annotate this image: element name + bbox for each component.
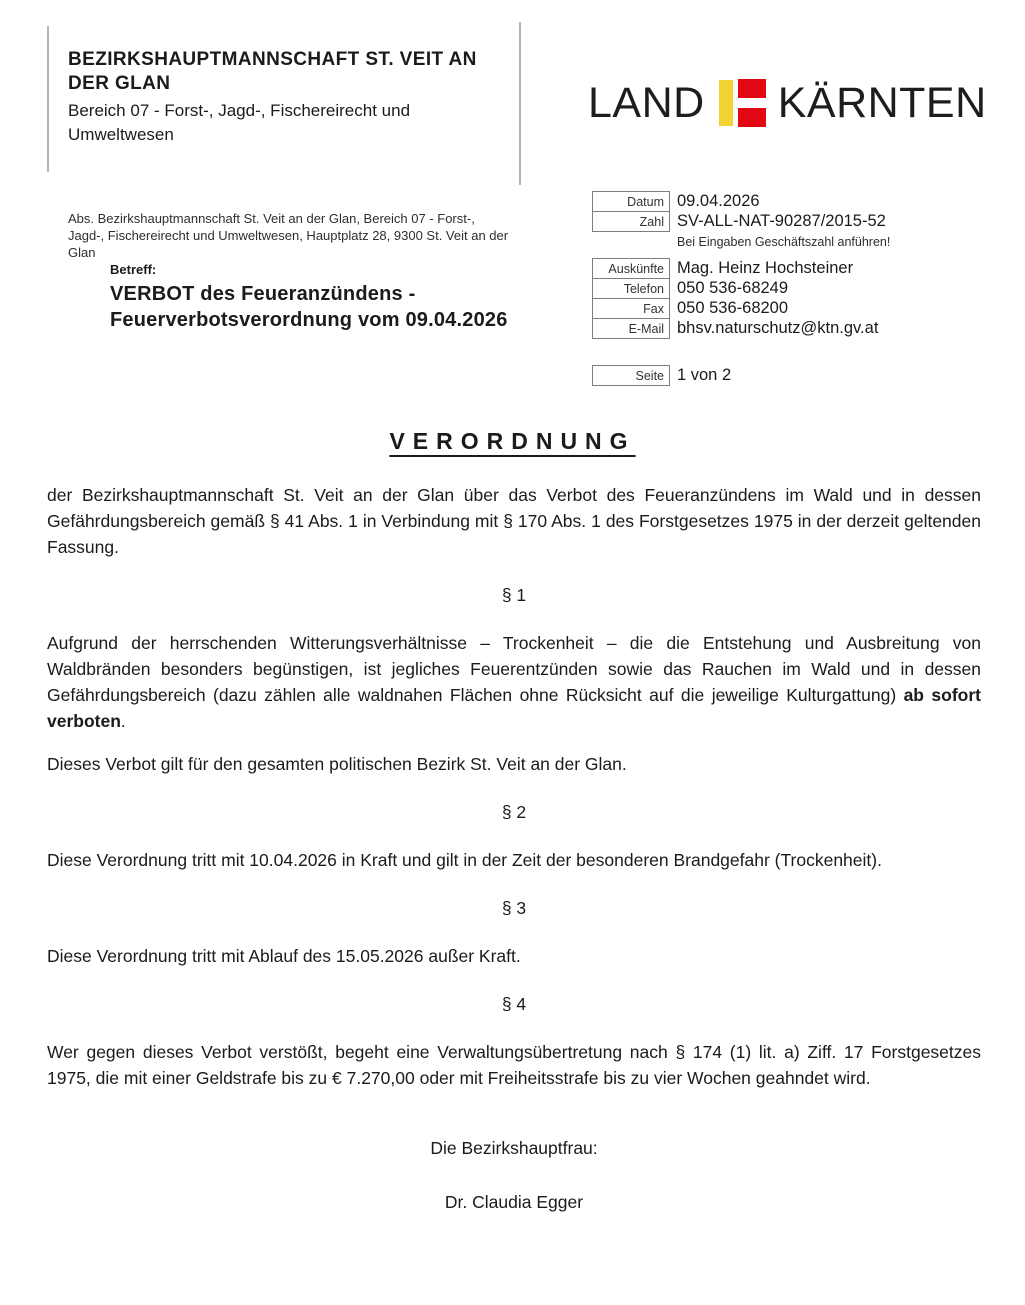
intro-paragraph: der Bezirkshauptmannschaft St. Veit an der Glan über das Verbot des Feueranzündens im Wald und in dessen Gefährdungsbereich gemäß § 41 Abs. 1 in Verbindung mit § 170 Abs. 1 des Forstgesetzes 1975 in der derzeit geltenden Fassung.	[47, 485, 981, 557]
meta-row-zahl	[592, 211, 992, 232]
meta-value-telefon: 050 536-68249	[677, 279, 789, 297]
document-title: VERORDNUNG	[389, 428, 636, 454]
meta-label-fax: Fax	[592, 298, 670, 319]
org-department: Bereich 07 - Forst-, Jagd-, Fischereirecht und Umweltwesen	[68, 101, 411, 144]
meta-row-fax	[592, 298, 992, 319]
section-1-scope-paragraph: Dieses Verbot gilt für den gesamten politischen Bezirk St. Veit an der Glan.	[47, 754, 627, 774]
meta-row-telefon	[592, 278, 992, 299]
section-4-heading: § 4	[501, 994, 527, 1014]
meta-row-seite	[592, 365, 992, 386]
emblem-red-bottom	[738, 108, 766, 127]
signature-role: Die Bezirkshauptfrau:	[430, 1138, 598, 1158]
meta-value-auskuenfte: Mag. Heinz Hochsteiner	[677, 259, 854, 277]
meta-value-zahl: SV-ALL-NAT-90287/2015-52	[677, 212, 886, 230]
emblem-red-blocks	[738, 79, 766, 127]
meta-label-datum: Datum	[592, 191, 670, 212]
subject-label: Betreff:	[110, 262, 157, 277]
section-2-paragraph: Diese Verordnung tritt mit 10.04.2026 in Kraft und gilt in der Zeit der besonderen Brandgefahr (Trockenheit).	[47, 850, 882, 870]
meta-row-datum	[592, 191, 992, 212]
section-1-period: .	[120, 711, 126, 731]
subject-block	[110, 262, 550, 333]
meta-label-auskuenfte: Auskünfte	[592, 258, 670, 279]
kaernten-emblem-icon	[719, 78, 766, 128]
letterhead	[0, 0, 1025, 428]
section-1-text: Aufgrund der herrschenden Witterungsverhältnisse – Trockenheit – die die Entstehung und Ausbreitung von Waldbränden besonders begünstigen, ist jegliches Feuerentzünden sowie das Rauchen im Wald und in dessen Gefährdungsbereich (dazu zählen alle waldnahen Flächen ohne Rücksicht auf die jeweilige Kulturgattung)	[47, 633, 981, 705]
emblem-yellow-bar	[719, 80, 733, 126]
section-1-bold-text: ab sofort verboten	[47, 685, 981, 731]
section-3-paragraph: Diese Verordnung tritt mit Ablauf des 15.05.2026 außer Kraft.	[47, 946, 521, 966]
signature-name: Dr. Claudia Egger	[444, 1192, 584, 1212]
meta-note: Bei Eingaben Geschäftszahl anführen!	[677, 235, 891, 249]
meta-value-datum: 09.04.2026	[677, 192, 760, 210]
meta-value-fax: 050 536-68200	[677, 299, 789, 317]
land-kaernten-logo	[588, 78, 987, 128]
section-3-heading: § 3	[501, 898, 527, 918]
meta-row-auskuenfte	[592, 258, 992, 279]
meta-label-email: E-Mail	[592, 318, 670, 339]
metadata-column	[592, 192, 992, 386]
section-1-heading: § 1	[501, 585, 527, 605]
meta-label-telefon: Telefon	[592, 278, 670, 299]
sender-line: Abs. Bezirkshauptmannschaft St. Veit an der Glan, Bereich 07 - Forst-, Jagd-, Fischereirecht und Umweltwesen, Hauptplatz 28, 9300 St. Veit an der Glan	[68, 211, 509, 260]
meta-row-email	[592, 318, 992, 339]
meta-label-zahl: Zahl	[592, 211, 670, 232]
org-header	[68, 48, 520, 147]
fold-mark-left	[47, 26, 49, 172]
section-4-paragraph: Wer gegen dieses Verbot verstößt, begeht eine Verwaltungsübertretung nach § 174 (1) lit. a) Ziff. 17 Forstgesetzes 1975, die mit einer Geldstrafe bis zu € 7.270,00 oder mit Freiheitsstrafe bis zu vier Wochen geahndet wird.	[47, 1042, 981, 1088]
meta-value-seite: 1 von 2	[677, 366, 732, 384]
meta-value-email: bhsv.naturschutz@ktn.gv.at	[677, 319, 879, 337]
org-name: BEZIRKSHAUPTMANNSCHAFT ST. VEIT AN DER GLAN	[68, 49, 477, 94]
section-2-heading: § 2	[501, 802, 527, 822]
meta-label-seite: Seite	[592, 365, 670, 386]
emblem-red-top	[738, 79, 766, 98]
subject-text: VERBOT des Feueranzündens - Feuerverbotsverordnung vom 09.04.2026	[110, 283, 508, 331]
section-1-paragraph	[47, 630, 981, 734]
logo-text-land: LAND	[588, 79, 705, 127]
logo-text-kaernten: KÄRNTEN	[777, 79, 987, 127]
document-body	[47, 482, 981, 1215]
